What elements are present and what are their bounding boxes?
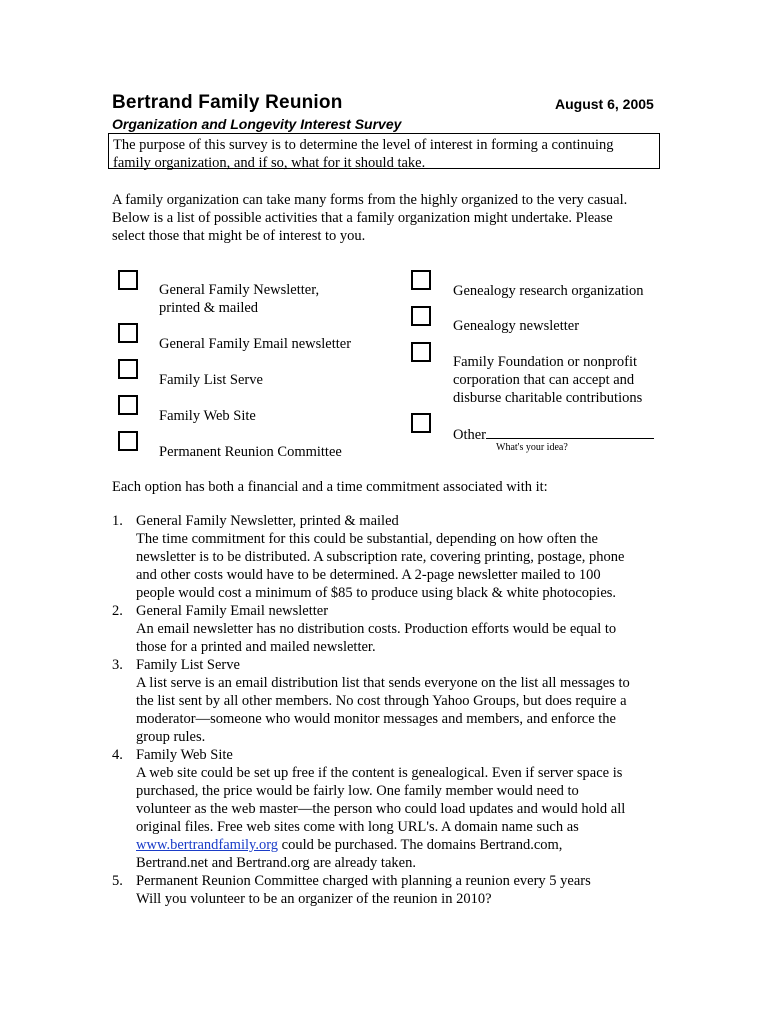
checkbox-other[interactable] — [411, 413, 431, 433]
option-printed-newsletter — [159, 281, 319, 317]
option-email-newsletter: General Family Email newsletter — [159, 336, 352, 352]
purpose-box — [108, 133, 660, 169]
list-item — [112, 656, 657, 746]
item-line: newsletter is to be distributed. A subscription rate, covering printing, postage, phone — [136, 549, 625, 565]
checkbox-genealogy-newsletter[interactable] — [411, 306, 431, 326]
list-item — [112, 872, 657, 908]
item-line — [136, 836, 657, 854]
item-line: volunteer as the web master—the person who could load updates and would hold all — [136, 801, 626, 817]
item-line: Will you volunteer to be an organizer of the reunion in 2010? — [136, 891, 492, 907]
item-heading: General Family Newsletter, printed & mailed — [136, 513, 399, 529]
checkbox-reunion-committee[interactable] — [118, 431, 138, 451]
option-family-foundation — [453, 353, 642, 407]
list-item — [112, 602, 657, 656]
purpose-line: family organization, and if so, what for it should take. — [113, 155, 426, 171]
page-title: Bertrand Family Reunion — [112, 92, 343, 113]
intro-line: Below is a list of possible activities that a family organization might undertake. Please — [112, 210, 613, 226]
item-line: original files. Free web sites come with long URL's. A domain name such as — [136, 819, 579, 835]
item-line: people would cost a minimum of $85 to produce using black & white photocopies. — [136, 585, 617, 601]
option-label: disburse charitable contributions — [453, 390, 643, 406]
checkbox-web-site[interactable] — [118, 395, 138, 415]
item-line: The time commitment for this could be substantial, depending on how often the — [136, 531, 598, 547]
bertrandfamily-link[interactable]: www.bertrandfamily.org — [136, 837, 279, 853]
option-reunion-committee: Permanent Reunion Committee — [159, 444, 342, 460]
item-line: moderator—someone who would monitor messages and members, and enforce the — [136, 711, 616, 727]
intro-paragraph — [112, 191, 652, 245]
item-line: the list sent by all other members. No cost through Yahoo Groups, but does require a — [136, 693, 627, 709]
option-label: Other — [453, 427, 487, 443]
item-line: and other costs would have to be determined. A 2-page newsletter mailed to 100 — [136, 567, 601, 583]
item-heading: Family List Serve — [136, 657, 240, 673]
other-hint: What's your idea? — [496, 442, 568, 453]
item-line: A list serve is an email distribution list that sends everyone on the list all messages to — [136, 675, 630, 691]
item-line: purchased, the price would be fairly low. One family member would need to — [136, 783, 579, 799]
item-heading: Permanent Reunion Committee charged with planning a reunion every 5 years — [136, 873, 591, 889]
survey-subtitle: Organization and Longevity Interest Survey — [112, 116, 402, 132]
item-line-text: could be purchased. The domains Bertrand.com, — [278, 837, 563, 853]
option-label: General Family Newsletter, — [159, 282, 320, 298]
item-number: 4. — [112, 747, 123, 763]
item-heading: General Family Email newsletter — [136, 603, 329, 619]
item-line: A web site could be set up free if the content is genealogical. Even if server space is — [136, 765, 623, 781]
item-line: those for a printed and mailed newsletter. — [136, 639, 376, 655]
checkbox-email-newsletter[interactable] — [118, 323, 138, 343]
purpose-line: The purpose of this survey is to determine the level of interest in forming a continuing — [113, 137, 614, 153]
item-number: 2. — [112, 603, 123, 619]
checkbox-genealogy-research[interactable] — [411, 270, 431, 290]
intro-line: select those that might be of interest to you. — [112, 228, 366, 244]
other-blank-line[interactable] — [486, 425, 654, 439]
checkbox-family-foundation[interactable] — [411, 342, 431, 362]
option-genealogy-newsletter: Genealogy newsletter — [453, 318, 580, 334]
checkbox-list-serve[interactable] — [118, 359, 138, 379]
list-item — [112, 746, 657, 872]
checkbox-printed-newsletter[interactable] — [118, 270, 138, 290]
item-heading: Family Web Site — [136, 747, 233, 763]
item-line: Bertrand.net and Bertrand.org are already taken. — [136, 855, 416, 871]
item-number: 5. — [112, 873, 123, 889]
option-label: Family Foundation or nonprofit — [453, 354, 638, 370]
commitment-list — [112, 512, 657, 908]
commitment-intro: Each option has both a financial and a time commitment associated with it: — [112, 479, 548, 495]
item-line: group rules. — [136, 729, 206, 745]
option-web-site: Family Web Site — [159, 408, 256, 424]
intro-line: A family organization can take many forms from the highly organized to the very casual. — [112, 192, 628, 208]
item-number: 3. — [112, 657, 123, 673]
option-label: corporation that can accept and — [453, 372, 635, 388]
option-genealogy-research: Genealogy research organization — [453, 283, 644, 299]
document-date: August 6, 2005 — [555, 96, 654, 112]
option-list-serve: Family List Serve — [159, 372, 263, 388]
item-number: 1. — [112, 513, 123, 529]
item-line: An email newsletter has no distribution costs. Production efforts would be equal to — [136, 621, 617, 637]
option-label: printed & mailed — [159, 300, 259, 316]
list-item — [112, 512, 657, 602]
